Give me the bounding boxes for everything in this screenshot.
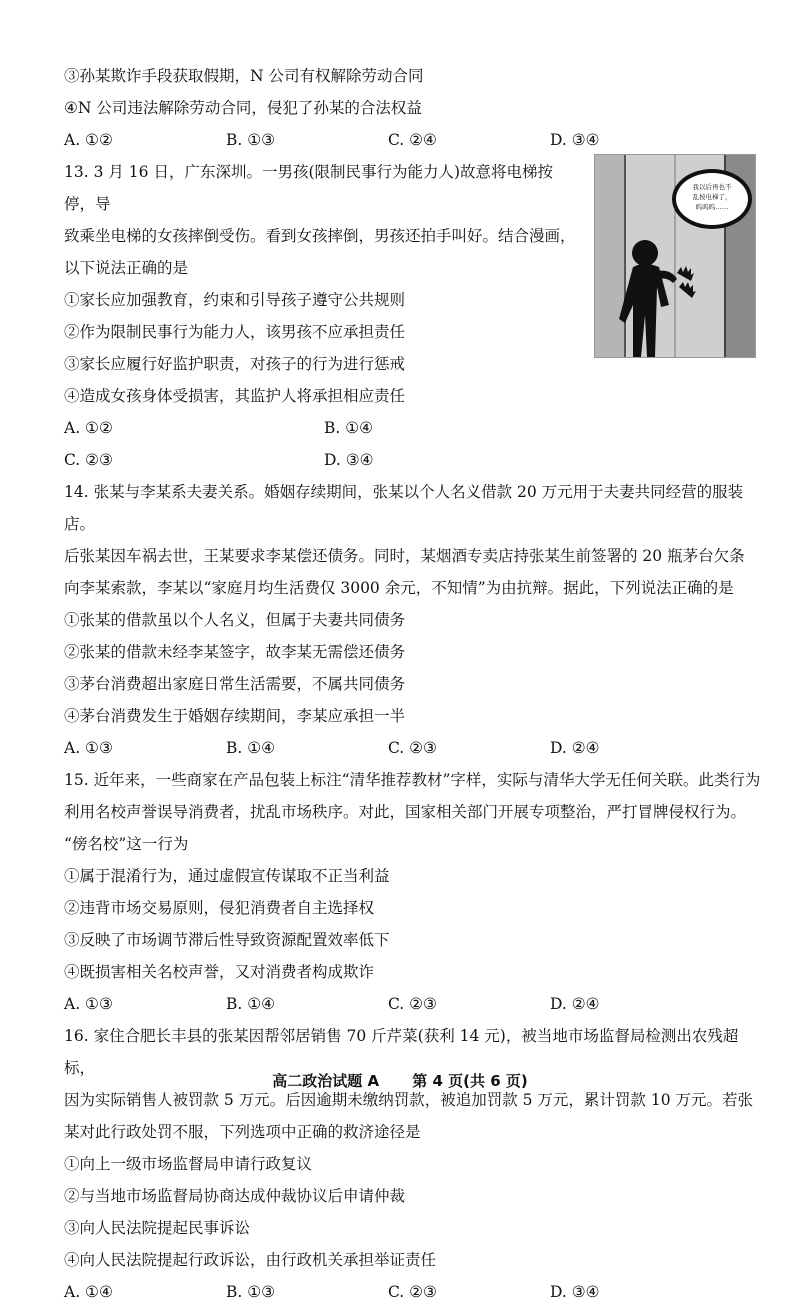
- q14-stem-1: 14. 张某与李某系夫妻关系。婚姻存续期间，张某以个人名义借款 20 万元用于夫妻共同经营的服装店。: [64, 483, 744, 533]
- q14-stem-2: 后张某因车祸去世，王某要求李某偿还债务。同时，某烟酒专卖店持张某生前签署的 20 瓶茅台欠条: [64, 547, 745, 565]
- q14-item-4: ④茅台消费发生于婚姻存续期间，李某应承担一半: [64, 707, 406, 725]
- q13-options-row-1: [64, 412, 584, 444]
- q13-item-2: ②作为限制民事行为能力人，该男孩不应承担责任: [64, 323, 406, 341]
- q15-option-d: D. ②④: [550, 995, 600, 1013]
- q13-option-c: C. ②③: [64, 451, 113, 469]
- q15-stem-3: “傍名校”这一行为: [64, 835, 189, 853]
- q16-option-c: C. ②③: [388, 1283, 437, 1301]
- q14-stem-3: 向李某索款，李某以“家庭月均生活费仅 3000 余元，不知情”为由抗辩。据此，下列说法正确的是: [64, 579, 734, 597]
- page-footer: [0, 1070, 800, 1091]
- q16-item-2: ②与当地市场监督局协商达成仲裁协议后申请仲裁: [64, 1187, 406, 1205]
- footer-title: 高二政治试题 A: [272, 1072, 380, 1090]
- q15-item-3: ③反映了市场调节滞后性导致资源配置效率低下: [64, 931, 390, 949]
- q13-item-3: ③家长应履行好监护职责，对孩子的行为进行惩戒: [64, 355, 406, 373]
- q16-option-b: B. ①③: [226, 1283, 276, 1301]
- q12-option-b: B. ①③: [226, 131, 276, 149]
- q12-item-4: ④N 公司违法解除劳动合同，侵犯了孙某的合法权益: [64, 99, 422, 117]
- q13-stem-2: 致乘坐电梯的女孩摔倒受伤。看到女孩摔倒，男孩还拍手叫好。结合漫画，: [64, 227, 576, 245]
- q14-option-a: A. ①③: [64, 739, 113, 757]
- q14-option-d: D. ②④: [550, 739, 600, 757]
- q12-item-3: ③孙某欺诈手段获取假期，N 公司有权解除劳动合同: [64, 67, 424, 85]
- comic-bubble-text-1: 我以后再也不: [692, 183, 732, 191]
- q15-stem-1: 15. 近年来，一些商家在产品包装上标注“清华推荐教材”字样，实际与清华大学无任何关联。此类行为: [64, 771, 761, 789]
- q15-option-a: A. ①③: [64, 995, 113, 1013]
- q16-item-1: ①向上一级市场监督局申请行政复议: [64, 1155, 313, 1173]
- q15-stem-2: 利用名校声誉误导消费者，扰乱市场秩序。对此，国家相关部门开展专项整治，严打冒牌侵权行为。: [64, 803, 747, 821]
- q12-option-c: C. ②④: [388, 131, 437, 149]
- q16-option-a: A. ①④: [64, 1283, 113, 1301]
- comic-bubble-text-3: 呜呜呜……: [695, 203, 729, 211]
- q15-item-4: ④既损害相关名校声誉，又对消费者构成欺诈: [64, 963, 375, 981]
- q14-option-b: B. ①④: [226, 739, 276, 757]
- q15-option-b: B. ①④: [226, 995, 276, 1013]
- footer-page-number: 第 4 页(共 6 页): [412, 1072, 528, 1090]
- q12-options: [64, 124, 764, 156]
- q16-options: [64, 1276, 764, 1308]
- q15-option-c: C. ②③: [388, 995, 437, 1013]
- q12-option-d: D. ③④: [550, 131, 600, 149]
- q13-option-b: B. ①④: [324, 419, 374, 437]
- q14-option-c: C. ②③: [388, 739, 437, 757]
- q14-options: [64, 732, 764, 764]
- q16-item-3: ③向人民法院提起民事诉讼: [64, 1219, 251, 1237]
- q13-options-row-2: [64, 444, 584, 476]
- q16-stem-3: 某对此行政处罚不服，下列选项中正确的救济途径是: [64, 1123, 421, 1141]
- q16-option-d: D. ③④: [550, 1283, 600, 1301]
- q13-item-4: ④造成女孩身体受损害，其监护人将承担相应责任: [64, 387, 406, 405]
- page-content: [64, 60, 764, 1308]
- q14-item-1: ①张某的借款虽以个人名义，但属于夫妻共同债务: [64, 611, 406, 629]
- q13-block: [64, 156, 584, 476]
- q13-option-a: A. ①②: [64, 419, 113, 437]
- q13-item-1: ①家长应加强教育，约束和引导孩子遵守公共规则: [64, 291, 406, 309]
- q15-options: [64, 988, 764, 1020]
- q15-item-2: ②违背市场交易原则，侵犯消费者自主选择权: [64, 899, 375, 917]
- q16-item-4: ④向人民法院提起行政诉讼，由行政机关承担举证责任: [64, 1251, 437, 1269]
- q12-option-a: A. ①②: [64, 131, 113, 149]
- comic-illustration: [595, 155, 755, 357]
- comic-bubble-text-2: 乱按电梯了，: [692, 193, 732, 201]
- q13-stem-3: 以下说法正确的是: [64, 259, 189, 277]
- q13-stem-1: 13. 3 月 16 日，广东深圳。一男孩(限制民事行为能力人)故意将电梯按停，导: [64, 163, 554, 213]
- q16-stem-2: 因为实际销售人被罚款 5 万元。后因逾期未缴纳罚款，被追加罚款 5 万元，累计罚款 10 万元。若张: [64, 1091, 754, 1109]
- q14-item-3: ③茅台消费超出家庭日常生活需要，不属共同债务: [64, 675, 406, 693]
- q16-stem-1: 16. 家住合肥长丰县的张某因帮邻居销售 70 斤芹菜(获利 14 元)，被当地市场监督局检测出农残超标，: [64, 1027, 739, 1077]
- q15-item-1: ①属于混淆行为，通过虚假宣传谋取不正当利益: [64, 867, 390, 885]
- q14-item-2: ②张某的借款未经李某签字，故李某无需偿还债务: [64, 643, 406, 661]
- q13-comic-image: [594, 154, 756, 358]
- q13-option-d: D. ③④: [324, 451, 374, 469]
